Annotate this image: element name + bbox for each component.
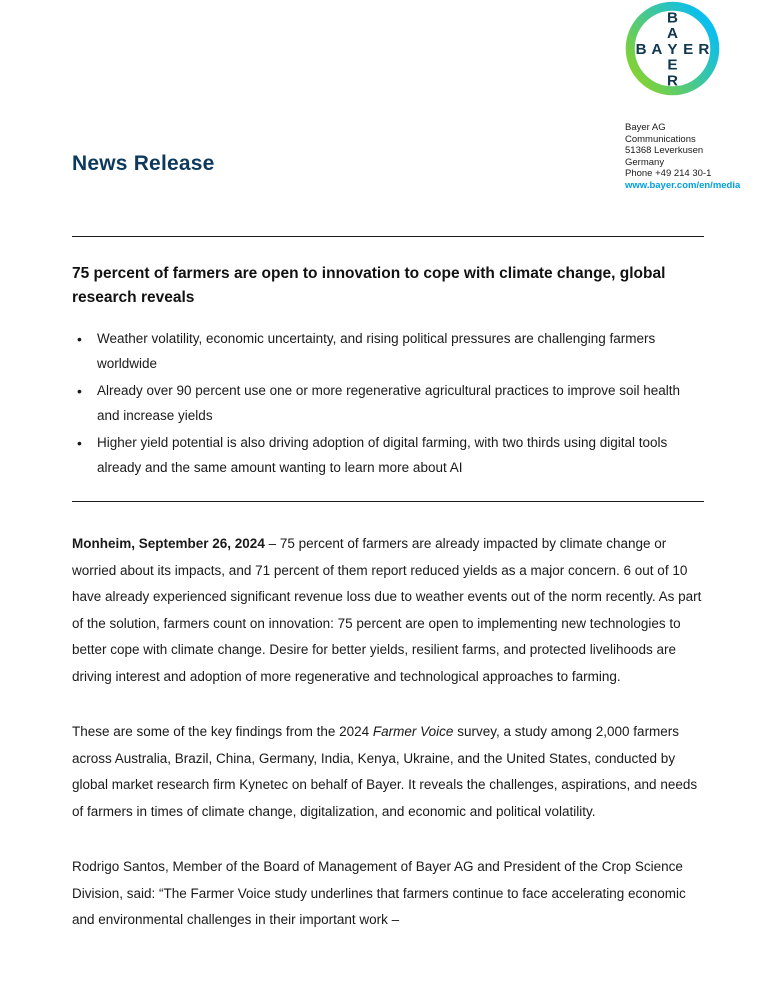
- logo-letter: A: [667, 25, 678, 43]
- paragraph-dateline-text: – 75 percent of farmers are already impacted by climate change or worried about its impacts, and 71 percent of them report reduced yields as a major concern. 6 out of 10 have already experienced significant revenue loss due to weather events out of the norm recently. As part of the solution, farmers count on innovation: 75 percent are open to implementing new technologies to better cope with climate change. Desire for better yields, resilient farms, and protected livelihoods are driving interest and adoption of more regenerative and technological approaches to farming.: [72, 536, 702, 684]
- article-content: [72, 236, 704, 934]
- media-link[interactable]: www.bayer.com/en/media: [625, 179, 741, 191]
- body-text: [72, 531, 704, 934]
- paragraph-findings-text-a: These are some of the key findings from the 2024: [72, 724, 373, 739]
- brand-column: [625, 1, 773, 192]
- logo-letter: E: [683, 40, 694, 58]
- paragraph-dateline: [72, 531, 704, 690]
- survey-name: Farmer Voice: [372, 724, 454, 739]
- contact-phone: Phone +49 214 30-1: [625, 168, 712, 180]
- bullet-item: • Already over 90 percent use one or more regenerative agricultural practices to improve soil health and increase yields: [97, 379, 704, 428]
- logo-letter: E: [667, 56, 678, 74]
- divider-bottom: [72, 501, 704, 502]
- paragraph-findings-text-b: survey, a study among 2,000 farmers across Australia, Brazil, China, Germany, India, Kenya, Ukraine, and the United States, conducted by global market research firm Kynetec on behalf of Bayer. It reveals the challenges, aspirations, and needs of farmers in times of climate change, digitalization, and economic and political volatility.: [72, 724, 698, 819]
- dateline: Monheim, September 26, 2024: [72, 536, 265, 551]
- contact-department: Communications: [625, 133, 696, 145]
- bullet-item: • Weather volatility, economic uncertainty, and rising political pressures are challenging farmers worldwide: [97, 327, 704, 376]
- headline: 75 percent of farmers are open to innovation to cope with climate change, global research reveals: [72, 265, 666, 306]
- logo-letter: R: [698, 40, 710, 58]
- logo-letter: Y: [667, 40, 678, 58]
- logo-letter: R: [667, 72, 678, 90]
- logo-letter: A: [651, 40, 663, 58]
- contact-block: [625, 122, 773, 192]
- logo-letter: B: [635, 40, 647, 58]
- page-title: News Release: [72, 152, 215, 175]
- bullet-item: • Higher yield potential is also driving adoption of digital farming, with two thirds using digital tools already and the same amount wanting to learn more about AI: [97, 431, 704, 480]
- logo-letter: B: [667, 9, 678, 27]
- contact-country: Germany: [625, 156, 665, 168]
- paragraph-quote: Rodrigo Santos, Member of the Board of Management of Bayer AG and President of the Crop Science Division, said: “The Farmer Voice study underlines that farmers continue to face accelerating economic and environmental challenges in their important work –: [72, 859, 686, 927]
- paragraph-findings: [72, 719, 704, 825]
- bayer-cross-logo-icon: [625, 1, 720, 96]
- summary-bullets: [72, 327, 704, 480]
- divider-top: [72, 236, 704, 237]
- contact-postal-city: 51368 Leverkusen: [625, 145, 704, 157]
- contact-company: Bayer AG: [625, 122, 666, 133]
